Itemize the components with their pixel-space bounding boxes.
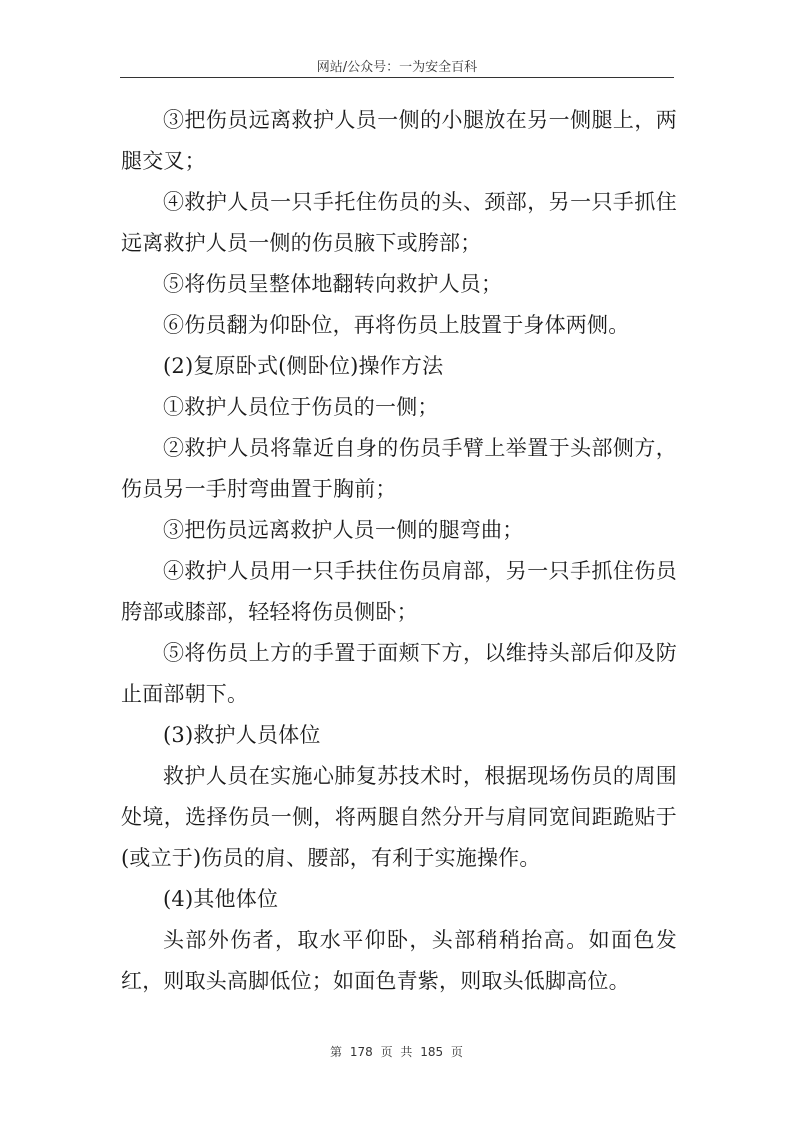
paragraph: ④救护人员一只手托住伤员的头、颈部，另一只手抓住远离救护人员一侧的伤员腋下或胯部； xyxy=(121,190,677,255)
paragraph: ⑤将伤员上方的手置于面颊下方，以维持头部后仰及防止面部朝下。 xyxy=(121,641,677,706)
paragraph: ②救护人员将靠近自身的伤员手臂上举置于头部侧方，伤员另一手肘弯曲置于胸前； xyxy=(121,436,677,501)
page-footer: 第 178 页 共 185 页 xyxy=(330,1045,463,1059)
paragraph: ③把伤员远离救护人员一侧的腿弯曲； xyxy=(163,518,524,542)
paragraph: ③把伤员远离救护人员一侧的小腿放在另一侧腿上，两腿交叉； xyxy=(121,108,677,173)
section-heading: (3)救护人员体位 xyxy=(163,723,321,747)
paragraph: ①救护人员位于伤员的一侧； xyxy=(163,395,439,419)
page-header: 网站/公众号：一为安全百科 xyxy=(316,60,478,75)
header-divider xyxy=(120,77,674,78)
section-heading: (4)其他体位 xyxy=(163,887,279,911)
paragraph: 头部外伤者，取水平仰卧，头部稍稍抬高。如面色发红，则取头高脚低位；如面色青紫，则取头低脚高位。 xyxy=(121,928,677,993)
document-body xyxy=(121,100,677,1002)
paragraph: ⑥伤员翻为仰卧位，再将伤员上肢置于身体两侧。 xyxy=(163,313,630,337)
paragraph: 救护人员在实施心肺复苏技术时，根据现场伤员的周围处境，选择伤员一侧，将两腿自然分开与肩同宽间距跪贴于(或立于)伤员的肩、腰部，有利于实施操作。 xyxy=(121,764,677,870)
section-heading: (2)复原卧式(侧卧位)操作方法 xyxy=(163,354,444,378)
paragraph: ④救护人员用一只手扶住伤员肩部，另一只手抓住伤员胯部或膝部，轻轻将伤员侧卧； xyxy=(121,559,677,624)
paragraph: ⑤将伤员呈整体地翻转向救护人员； xyxy=(163,272,503,296)
